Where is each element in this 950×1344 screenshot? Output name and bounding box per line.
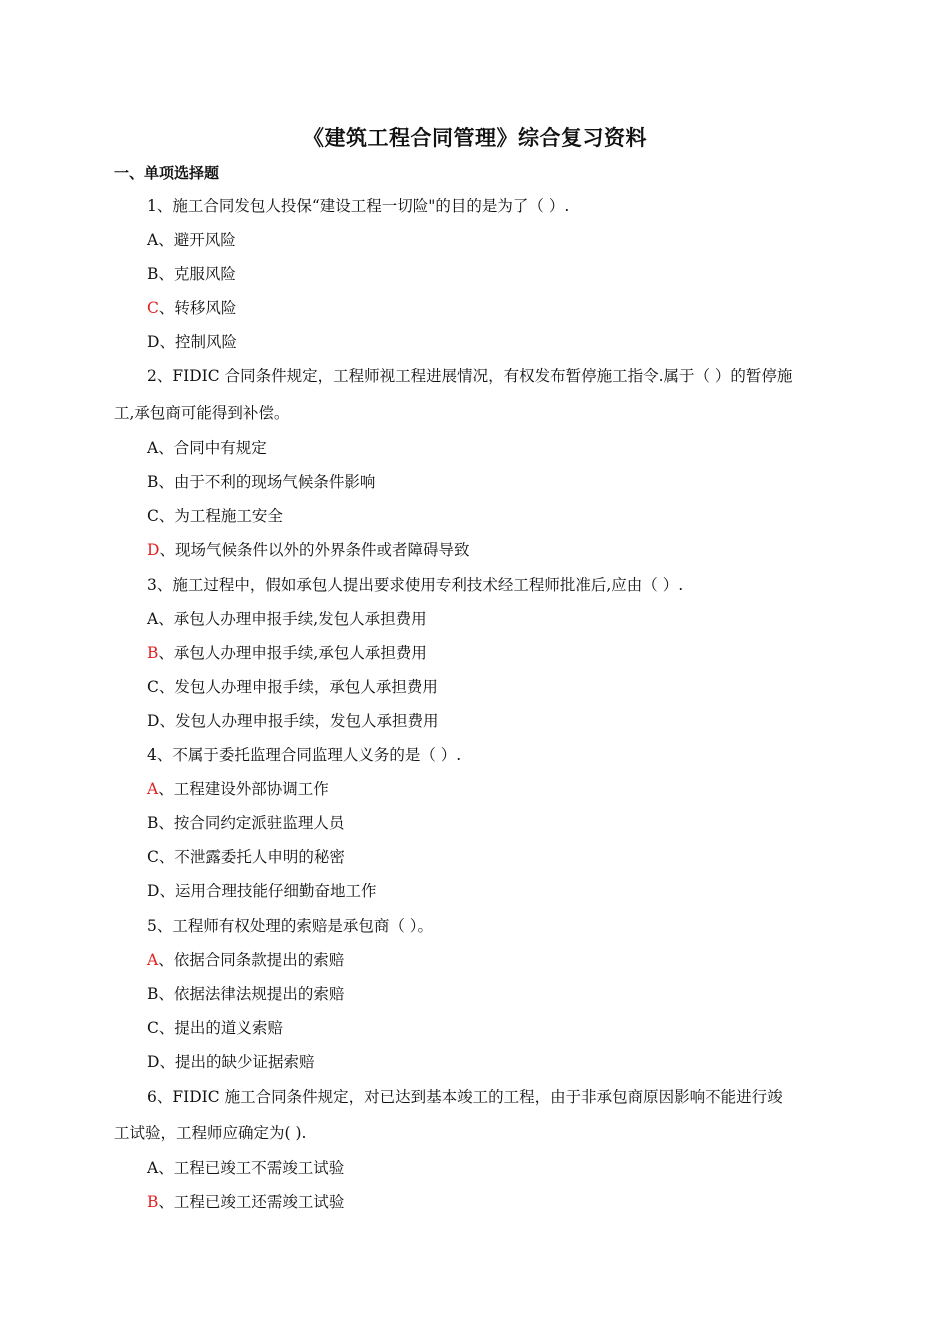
- q1-option-c: [147, 297, 236, 319]
- option-letter: A: [147, 439, 159, 457]
- option-text: 、控制风险: [159, 333, 237, 351]
- option-letter: B: [147, 473, 159, 491]
- q3-option-d: [147, 710, 438, 732]
- question-3: 3、施工过程中，假如承包人提出要求使用专利技术经工程师批准后,应由（ ）.: [147, 576, 684, 594]
- option-text: 、依据法律法规提出的索赔: [158, 985, 345, 1003]
- question-2: 2、FIDIC 合同条件规定，工程师视工程进展情况，有权发布暂停施工指令.属于（ ）的暂停施: [147, 367, 793, 385]
- option-letter: A: [147, 231, 159, 249]
- q4-option-a: [147, 778, 329, 800]
- q3-option-c: [147, 676, 438, 698]
- q4-option-d: [147, 880, 376, 902]
- q3-option-a: [147, 608, 427, 630]
- option-text: 、工程已竣工不需竣工试验: [158, 1159, 345, 1177]
- option-text: 、由于不利的现场气候条件影响: [158, 473, 376, 491]
- option-text: 、依据合同条款提出的索赔: [158, 951, 345, 969]
- option-letter: D: [147, 1053, 160, 1071]
- question-6-continuation: 工试验，工程师应确定为( ).: [114, 1124, 307, 1142]
- question-5: 5、工程师有权处理的索赔是承包商（ ）。: [147, 917, 434, 935]
- option-text: 、不泄露委托人申明的秘密: [158, 848, 345, 866]
- q6-option-a: [147, 1157, 344, 1179]
- q5-option-b: [147, 983, 344, 1005]
- option-text: 、现场气候条件以外的外界条件或者障碍导致: [159, 541, 470, 559]
- option-text: 、承包人办理申报手续,发包人承担费用: [158, 610, 427, 628]
- answer-letter: B: [147, 1193, 159, 1211]
- option-text: 、运用合理技能仔细勤奋地工作: [159, 882, 377, 900]
- option-letter: A: [147, 1159, 159, 1177]
- option-text: 、提出的缺少证据索赔: [159, 1053, 315, 1071]
- q2-option-b: [147, 471, 375, 493]
- q2-option-a: [147, 437, 267, 459]
- q5-option-d: [147, 1051, 314, 1073]
- option-letter: D: [147, 333, 160, 351]
- q5-option-c: [147, 1017, 283, 1039]
- option-text: 、克服风险: [158, 265, 236, 283]
- option-text: 、按合同约定派驻监理人员: [158, 814, 345, 832]
- option-letter: C: [147, 507, 159, 525]
- option-letter: D: [147, 882, 160, 900]
- option-text: 、合同中有规定: [158, 439, 267, 457]
- option-letter: C: [147, 848, 159, 866]
- answer-letter: A: [147, 780, 159, 798]
- option-text: 、提出的道义索赔: [158, 1019, 283, 1037]
- option-text: 、工程建设外部协调工作: [158, 780, 329, 798]
- option-letter: B: [147, 985, 159, 1003]
- q1-option-b: [147, 263, 236, 285]
- option-letter: C: [147, 1019, 159, 1037]
- answer-letter: C: [147, 299, 159, 317]
- option-letter: B: [147, 814, 159, 832]
- document-title: 《建筑工程合同管理》综合复习资料: [303, 125, 647, 150]
- answer-letter: B: [147, 644, 159, 662]
- option-text: 、发包人办理申报手续，承包人承担费用: [158, 678, 438, 696]
- option-letter: A: [147, 610, 159, 628]
- q2-option-d: [147, 539, 469, 561]
- section-heading: 一、单项选择题: [114, 164, 220, 182]
- q1-option-d: [147, 331, 237, 353]
- q4-option-b: [147, 812, 344, 834]
- answer-letter: A: [147, 951, 159, 969]
- q1-option-a: [147, 229, 236, 251]
- option-text: 、转移风险: [158, 299, 237, 317]
- q6-option-b: [147, 1191, 344, 1213]
- q3-option-b: [147, 642, 427, 664]
- q5-option-a: [147, 949, 344, 971]
- question-6: 6、FIDIC 施工合同条件规定，对已达到基本竣工的工程，由于非承包商原因影响不能进行竣: [147, 1088, 783, 1106]
- option-text: 、工程已竣工还需竣工试验: [158, 1193, 345, 1211]
- option-text: 、承包人办理申报手续,承包人承担费用: [158, 644, 427, 662]
- option-text: 、为工程施工安全: [158, 507, 283, 525]
- option-text: 、发包人办理申报手续，发包人承担费用: [159, 712, 439, 730]
- question-2-continuation: 工,承包商可能得到补偿。: [114, 404, 290, 422]
- q2-option-c: [147, 505, 283, 527]
- option-text: 、避开风险: [158, 231, 236, 249]
- question-1: 1、施工合同发包人投保“建设工程一切险"的目的是为了（ ）.: [147, 197, 570, 215]
- question-4: 4、不属于委托监理合同监理人义务的是（ ）.: [147, 746, 462, 764]
- option-letter: C: [147, 678, 159, 696]
- option-letter: D: [147, 712, 160, 730]
- answer-letter: D: [147, 541, 160, 559]
- option-letter: B: [147, 265, 159, 283]
- q4-option-c: [147, 846, 345, 868]
